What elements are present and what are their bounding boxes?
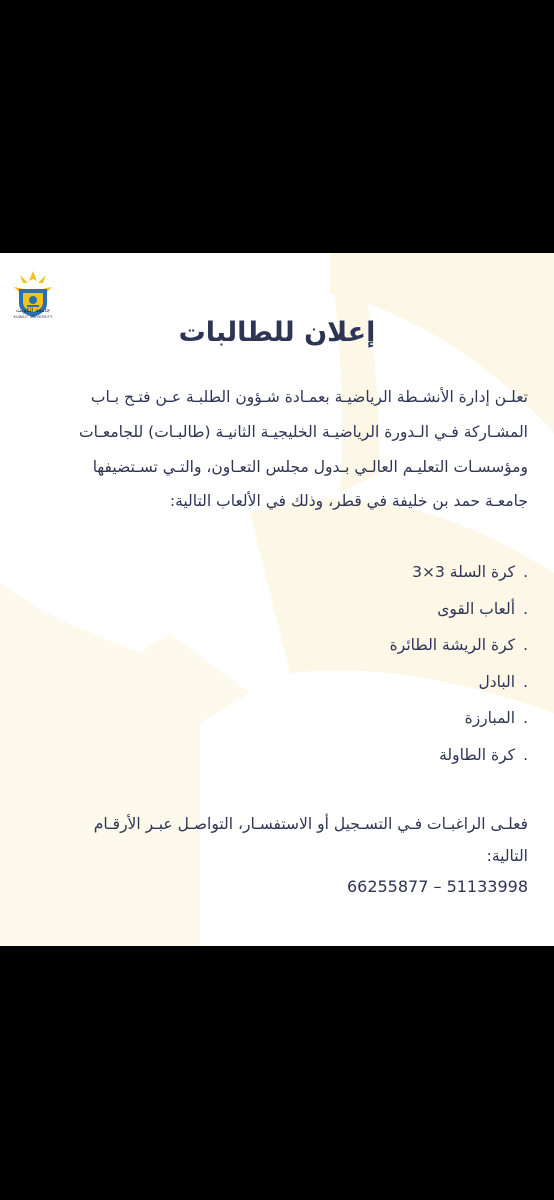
top-black-bar <box>0 0 554 253</box>
game-name: كرة الريشة الطائرة <box>389 636 516 655</box>
game-name: كرة الطاولة <box>439 745 516 764</box>
intro-line: ومؤسسـات التعليـم العالـي بـدول مجلس التعـاون، والتـي تسـتضيفها <box>92 458 528 476</box>
game-name: كرة السلة 3×3 <box>412 563 516 581</box>
bullet: . <box>523 672 528 691</box>
intro-line: تعلـن إدارة الأنشـطة الرياضيـة بعمـادة شـؤون الطلبـة عـن فتـح بـاب <box>90 388 528 406</box>
list-item <box>228 743 528 780</box>
bullet: . <box>523 636 528 655</box>
contact-line: فعلـى الراغبـات فـي التسـجيل أو الاستفسـار، التواصـل عبـر الأرقـام <box>93 815 528 833</box>
page-title: إعلان للطالبات <box>178 317 376 348</box>
games-list <box>228 560 528 780</box>
intro-paragraph <box>28 383 528 515</box>
bullet: . <box>523 563 528 581</box>
list-item <box>228 633 528 670</box>
intro-line: جامعـة حمد بن خليفة في قطر، وذلك في الألعاب التالية: <box>169 492 528 510</box>
bullet: . <box>523 709 528 728</box>
game-name: المبارزة <box>464 709 516 728</box>
phone-numbers: 66255877 – 51133998 <box>346 877 528 896</box>
logo-name-english: KUWAIT UNIVERSITY <box>13 315 53 319</box>
list-item <box>228 597 528 634</box>
game-name: ألعاب القوى <box>437 599 516 618</box>
game-name: البادل <box>478 672 516 691</box>
bullet: . <box>523 599 528 618</box>
bullet: . <box>523 745 528 764</box>
intro-line: المشـاركة فـي الـدورة الرياضيـة الخليجيـة الثانيـة (طالبـات) للجامعـات <box>79 423 528 441</box>
list-item <box>228 706 528 743</box>
announcement-poster <box>0 253 554 946</box>
list-item <box>228 670 528 707</box>
contact-line: التالية: <box>486 847 528 865</box>
list-item <box>228 560 528 597</box>
bottom-black-bar <box>0 946 554 1200</box>
contact-paragraph <box>28 810 528 870</box>
logo-name-arabic: جامعة الكويت <box>15 307 51 314</box>
